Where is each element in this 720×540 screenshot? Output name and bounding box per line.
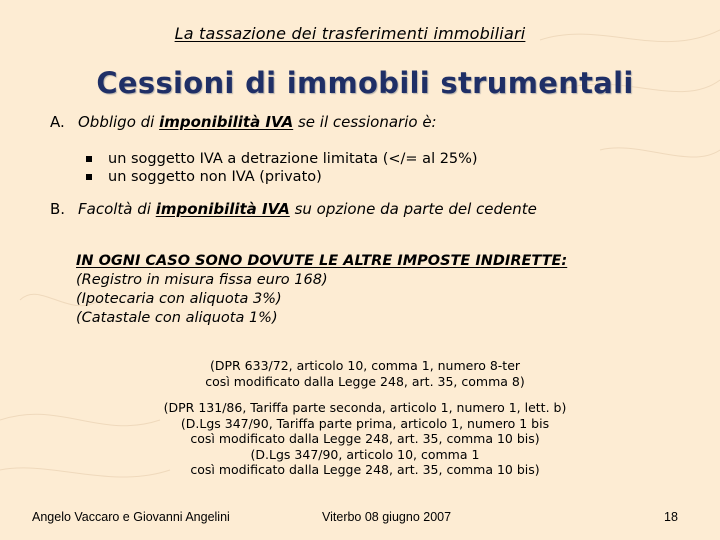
footer-authors: Angelo Vaccaro e Giovanni Angelini [32, 510, 230, 524]
slide-title: Cessioni di immobili strumentali [96, 66, 634, 100]
references-block-2 [0, 400, 720, 478]
bullet-list [86, 150, 478, 186]
list-item [86, 168, 478, 186]
section-b [50, 200, 537, 218]
note-heading: IN OGNI CASO SONO DOVUTE LE ALTRE IMPOSTE INDIRETTE: [76, 253, 568, 269]
footer-place-date: Viterbo 08 giugno 2007 [322, 510, 452, 524]
note-line: (Ipotecaria con aliquota 3%) [76, 291, 282, 307]
section-a-underlined: imponibilità IVA [159, 113, 294, 131]
section-a [50, 113, 437, 131]
note-line: (Registro in misura fissa euro 168) [76, 272, 328, 288]
bullet-text: un soggetto IVA a detrazione limitata (</= al 25%) [108, 151, 478, 167]
section-b-text-after: su opzione da parte del cedente [289, 200, 537, 218]
section-a-text-after: se il cessionario è: [293, 113, 437, 131]
section-b-text-before: Facoltà di [78, 200, 156, 218]
list-item [86, 150, 478, 168]
section-b-letter: B. [50, 200, 66, 218]
section-b-underlined: imponibilità IVA [155, 200, 290, 218]
square-bullet-icon [86, 174, 92, 180]
section-a-letter: A. [50, 113, 65, 131]
note-line: (Catastale con aliquota 1%) [76, 310, 278, 326]
reference-line: (D.Lgs 347/90, Tariffa parte prima, articolo 1, numero 1 bis [180, 415, 550, 431]
page-number: 18 [664, 510, 678, 524]
references-block-1 [0, 358, 720, 389]
presentation-title: La tassazione dei trasferimenti immobiliari [174, 24, 526, 43]
bullet-text: un soggetto non IVA (privato) [108, 169, 322, 185]
square-bullet-icon [86, 156, 92, 162]
reference-line: (DPR 633/72, articolo 10, comma 1, numero 8-ter [209, 358, 521, 373]
reference-line: (DPR 131/86, Tariffa parte seconda, articolo 1, numero 1, lett. b) [163, 400, 567, 415]
reference-line: così modificato dalla Legge 248, art. 35, comma 8) [205, 373, 525, 389]
reference-line: così modificato dalla Legge 248, art. 35, comma 10 bis) [190, 431, 540, 446]
indirect-taxes-note [76, 252, 567, 328]
reference-line: così modificato dalla Legge 248, art. 35, comma 10 bis) [190, 462, 540, 477]
section-a-text-before: Obbligo di [78, 113, 160, 131]
reference-line: (D.Lgs 347/90, articolo 10, comma 1 [250, 446, 480, 462]
